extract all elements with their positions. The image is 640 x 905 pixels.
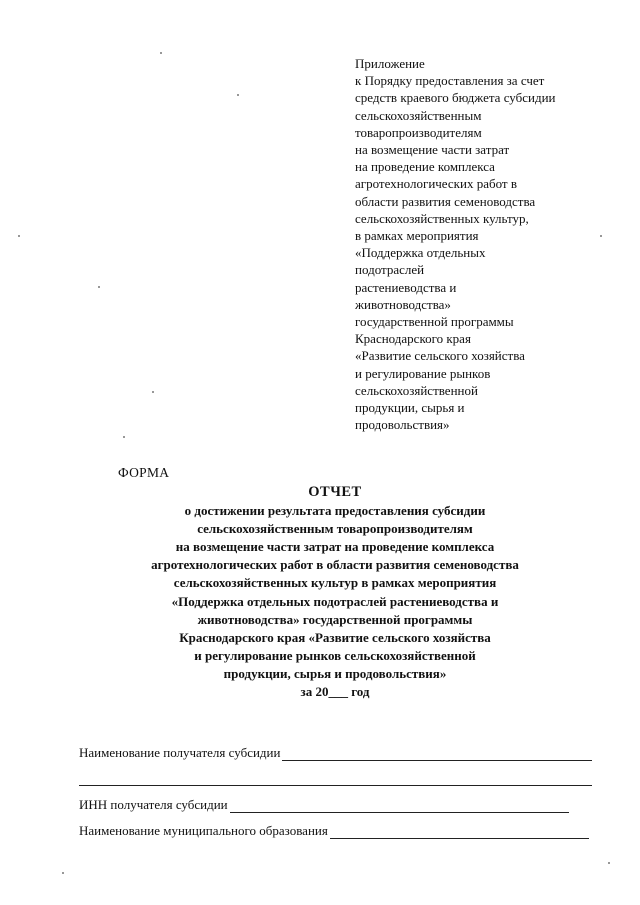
appendix-line: растениеводства и [355, 279, 457, 295]
report-line: на возмещение части затрат на проведение комплекса [175, 539, 495, 555]
recipient-name-label: Наименование получателя субсидии [79, 745, 281, 760]
appendix-line: государственной программы [355, 314, 514, 330]
scan-speck [98, 286, 100, 288]
appendix-line: «Поддержка отдельных [355, 245, 486, 261]
report-line: животноводства» государственной программы [197, 611, 473, 627]
appendix-line: товаропроизводителям [355, 124, 482, 140]
report-title: ОТЧЕТ [308, 484, 362, 500]
appendix-line: на проведение комплекса [355, 159, 495, 175]
appendix-line: «Развитие сельского хозяйства [355, 348, 525, 364]
report-line: «Поддержка отдельных подотраслей растениеводства и [171, 593, 499, 609]
appendix-line: подотраслей [355, 262, 425, 278]
appendix-line: на возмещение части затрат [355, 142, 510, 158]
appendix-header [355, 55, 615, 433]
appendix-line: в рамках мероприятия [355, 228, 479, 244]
appendix-line: сельскохозяйственной [355, 382, 478, 398]
municipality-name-field[interactable] [79, 823, 589, 839]
report-heading [100, 483, 570, 701]
report-line: сельскохозяйственным товаропроизводителям [197, 521, 473, 537]
recipient-name-blank[interactable] [282, 748, 592, 761]
report-line: агротехнологических работ в области развития семеноводства [151, 557, 519, 573]
appendix-line: продовольствия» [355, 417, 450, 433]
appendix-line: и регулирование рынков [355, 365, 491, 381]
appendix-line: к Порядку предоставления за счет [355, 73, 545, 89]
form-label: ФОРМА [118, 465, 170, 480]
recipient-inn-blank[interactable] [230, 800, 569, 813]
appendix-line: агротехнологических работ в [355, 176, 517, 192]
scan-speck [608, 862, 610, 864]
scan-speck [18, 235, 20, 237]
scan-speck [237, 94, 239, 96]
scan-speck [600, 235, 602, 237]
scan-speck [62, 872, 64, 874]
report-line: о достижении результата предоставления субсидии [184, 503, 486, 519]
report-line: и регулирование рынков сельскохозяйственной [194, 647, 476, 663]
recipient-inn-field[interactable] [79, 797, 569, 813]
recipient-inn-label: ИНН получателя субсидии [79, 797, 228, 812]
scan-speck [160, 52, 162, 54]
municipality-name-label: Наименование муниципального образования [79, 823, 328, 838]
report-line: продукции, сырья и продовольствия» [223, 665, 447, 681]
report-line: сельскохозяйственных культур в рамках мероприятия [173, 575, 497, 591]
appendix-line: средств краевого бюджета субсидии [355, 90, 556, 106]
appendix-line: сельскохозяйственных культур, [355, 210, 529, 226]
scan-speck [123, 436, 125, 438]
appendix-line: области развития семеноводства [355, 193, 536, 209]
recipient-name-field[interactable] [79, 745, 592, 761]
scan-speck [152, 391, 154, 393]
municipality-name-blank[interactable] [330, 826, 589, 839]
appendix-line: Приложение [355, 56, 425, 71]
report-line: Краснодарского края «Развитие сельского хозяйства [179, 629, 491, 645]
appendix-line: сельскохозяйственным [355, 107, 482, 123]
appendix-line: Краснодарского края [355, 331, 471, 347]
report-period: за 20___ год [300, 684, 370, 700]
appendix-line: животноводства» [355, 296, 451, 312]
recipient-name-continuation-blank[interactable] [79, 785, 592, 786]
appendix-line: продукции, сырья и [355, 400, 465, 416]
